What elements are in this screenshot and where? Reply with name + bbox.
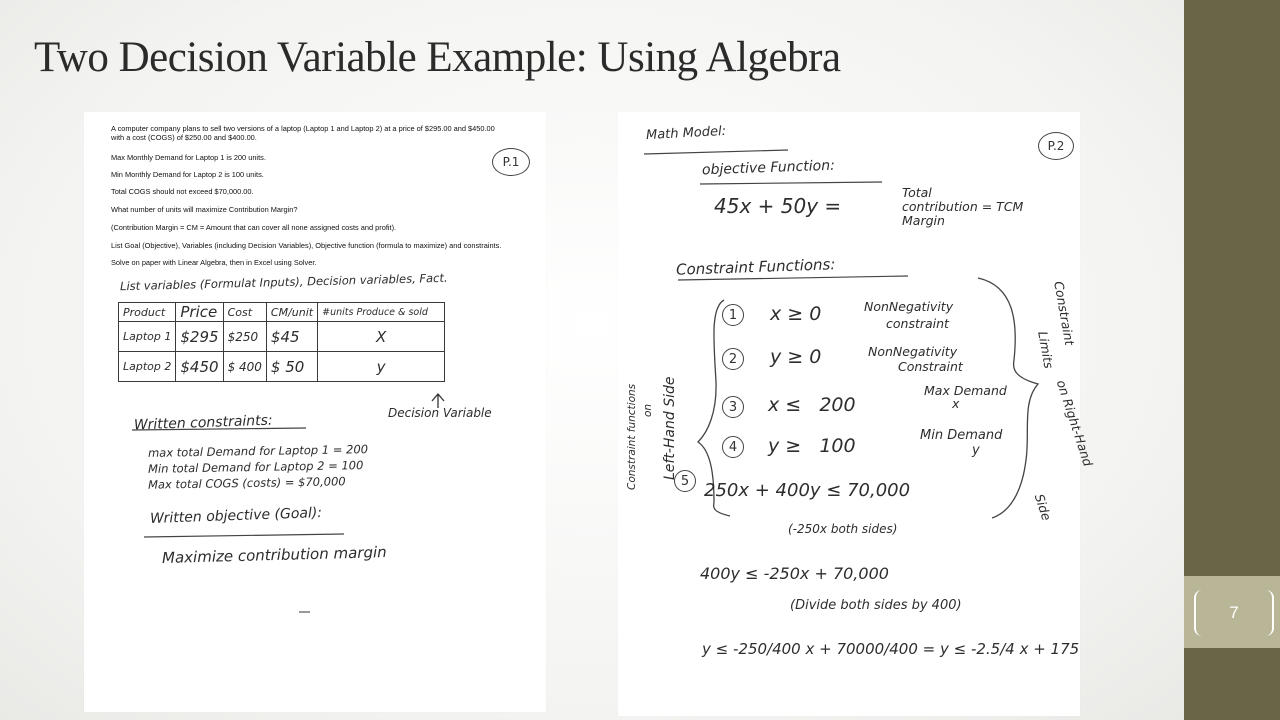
- header-price: Price: [176, 303, 223, 322]
- problem-line: List Goal (Objective), Variables (including Decision Variables), Objective function (formula to maximize) and constraints.: [111, 241, 502, 250]
- right-side-label: on Right-Hand: [1053, 378, 1096, 469]
- objective-equation: 45x + 50y =: [714, 194, 842, 218]
- constraints-heading: Written constraints:: [133, 412, 273, 434]
- constraint-expression: x ≤ 200: [768, 394, 856, 416]
- problem-line: What number of units will maximize Contribution Margin?: [111, 205, 298, 214]
- constraint-line: Max total COGS (costs) = $70,000: [147, 474, 346, 492]
- left-side-label: Constraint functions: [626, 383, 638, 490]
- scanned-page-2: [618, 112, 1096, 716]
- constraint-line: Min total Demand for Laptop 2 = 100: [147, 458, 364, 476]
- cell-units: y: [318, 352, 445, 382]
- constraint-note: Max Demand x: [924, 383, 1007, 411]
- problem-line: Min Monthly Demand for Laptop 2 is 100 units.: [111, 170, 264, 179]
- scanned-page-1: [84, 112, 546, 712]
- slide-title: Two Decision Variable Example: Using Algebra: [34, 34, 841, 81]
- constraint-note: Min Demand y: [920, 428, 1003, 458]
- constraint-number: 5: [674, 470, 696, 492]
- right-side-label: Constraint: [1051, 280, 1078, 347]
- header-cm-unit: CM/unit: [266, 303, 317, 322]
- constraint-expression: y ≥ 100: [768, 435, 856, 457]
- cell-product: Laptop 2: [119, 352, 176, 382]
- objective-heading: Written objective (Goal):: [149, 505, 323, 527]
- constraint-note: NonNegativity Constraint: [868, 344, 963, 374]
- objective-function-heading: objective Function:: [701, 157, 836, 179]
- page-number: 7: [1194, 590, 1274, 636]
- constraint-number: 2: [722, 348, 744, 370]
- right-side-label: Limits: [1035, 330, 1057, 370]
- decision-variable-label: Decision Variable: [388, 406, 492, 420]
- header-product: Product: [119, 303, 176, 322]
- cell-units: X: [318, 322, 445, 352]
- page-label-p2: P.2: [1038, 132, 1074, 160]
- cell-cost: $ 400: [223, 352, 266, 382]
- header-units: #units Produce & sold: [318, 303, 445, 322]
- constraint-note: NonNegativity constraint: [864, 299, 954, 331]
- cell-product: Laptop 1: [119, 322, 176, 352]
- step-note: (Divide both sides by 400): [790, 598, 962, 613]
- step-equation: 400y ≤ -250x + 70,000: [700, 564, 889, 583]
- constraint-expression: 250x + 400y ≤ 70,000: [704, 480, 911, 501]
- cell-cm: $45: [266, 322, 317, 352]
- objective-text: Maximize contribution margin: [161, 543, 387, 567]
- left-side-label: on: [642, 403, 654, 417]
- problem-intro: A computer company plans to sell two versions of a laptop (Laptop 1 and Laptop 2) at a price of $295.00 and $450.00 with a cost (COGS) of $250.00 and $400.00.: [111, 124, 495, 143]
- constraint-number: 4: [722, 436, 744, 458]
- problem-line: Max Monthly Demand for Laptop 1 is 200 units.: [111, 153, 266, 162]
- constraint-expression: y ≥ 0: [770, 346, 822, 368]
- objective-note: Total contribution = TCM Margin: [902, 185, 1024, 228]
- page-label-p1: P.1: [492, 148, 530, 176]
- step-equation: y ≤ -250/400 x + 70000/400 = y ≤ -2.5/4 x + 175: [702, 640, 1080, 658]
- math-model-heading: Math Model:: [645, 123, 727, 144]
- problem-line: (Contribution Margin = CM = Amount that can cover all none assigned costs and profit).: [111, 223, 397, 232]
- list-variables-heading: List variables (Formulat Inputs), Decision variables, Fact.: [119, 270, 448, 294]
- cell-cost: $250: [223, 322, 266, 352]
- problem-line: Total COGS should not exceed $70,000.00.: [111, 187, 254, 196]
- constraint-functions-heading: Constraint Functions:: [675, 255, 836, 279]
- cell-price: $295: [176, 322, 223, 352]
- problem-line: Solve on paper with Linear Algebra, then in Excel using Solver.: [111, 258, 317, 267]
- left-side-label: Left-Hand Side: [662, 376, 678, 480]
- right-side-label: Side: [1031, 492, 1055, 523]
- constraint-number: 3: [722, 396, 744, 418]
- constraint-expression: x ≥ 0: [770, 303, 822, 325]
- step-note: (-250x both sides): [788, 522, 898, 536]
- constraint-line: max total Demand for Laptop 1 = 200: [147, 442, 369, 460]
- cell-cm: $ 50: [266, 352, 317, 382]
- header-cost: Cost: [223, 303, 266, 322]
- cell-price: $450: [176, 352, 223, 382]
- constraint-number: 1: [722, 304, 744, 326]
